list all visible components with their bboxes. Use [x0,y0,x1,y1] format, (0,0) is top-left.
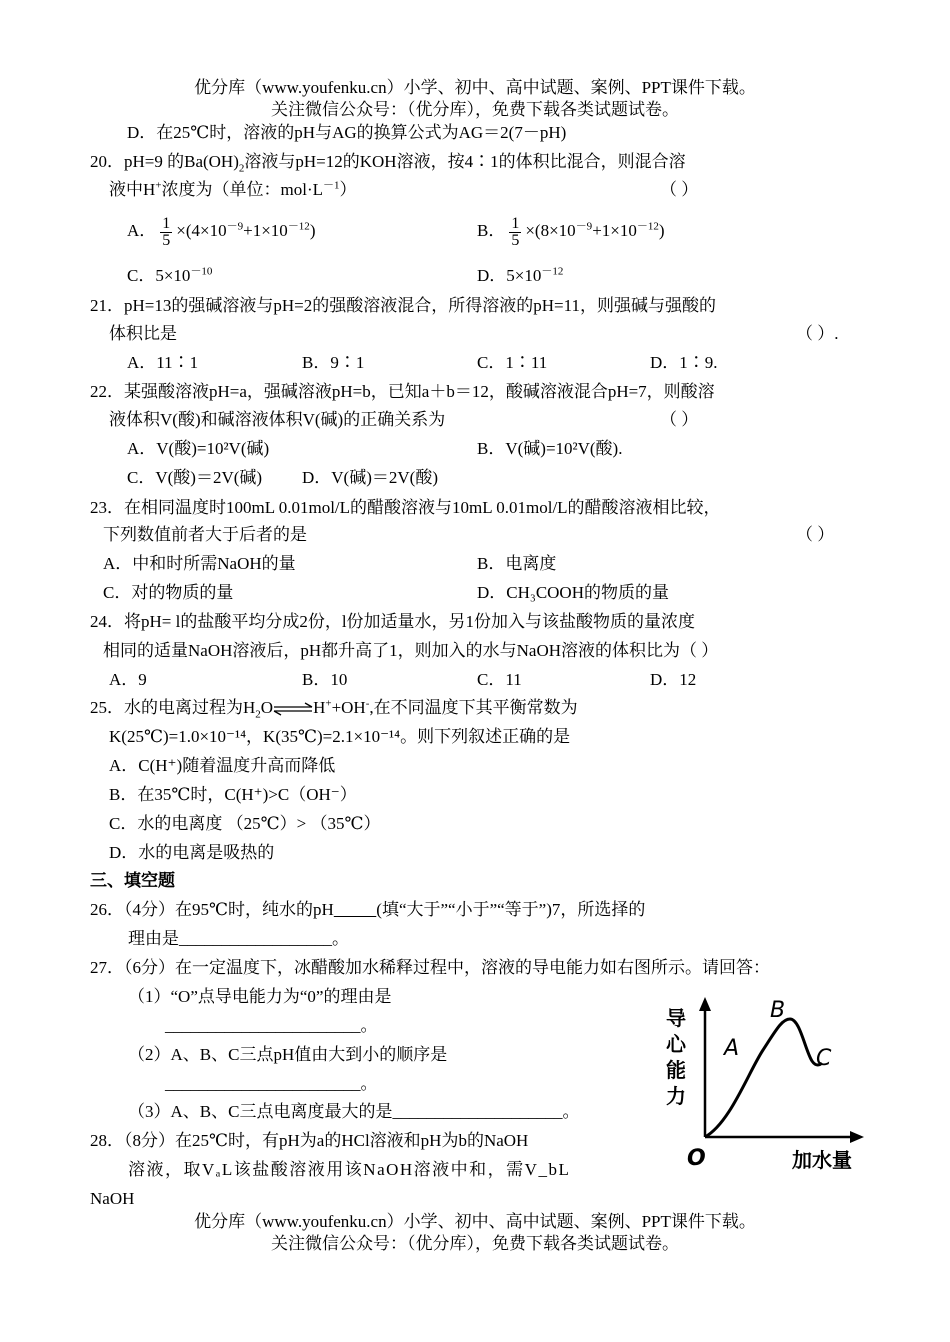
q24-line1: 24．将pH= l的盐酸平均分成2份，l份加适量水，另1份加入与该盐酸物质的量浓度 [90,612,696,631]
q24-option-d: D．12 [650,670,697,689]
q20-option-d: D．$5\times 10^{-12}$ [477,265,564,285]
y-axis-label-2: 心 [666,1032,686,1056]
q24-option-c: C．11 [477,670,522,689]
q21-option-d: D．1∶9. [650,353,718,372]
footer-line1: 优分库（www.youfenku.cn）小学、初中、高中试题、案例、PPT课件下载。 [194,1212,756,1231]
q20-line1: 20．pH=9 的$Ba(OH)_2$溶液与pH=12的KOH溶液，按4∶1的体积比混合，则混合溶 [90,152,686,175]
q27-sub2: （2）A、B、C三点pH值由大到小的顺序是 [128,1045,448,1064]
q22-line2: 液体积V(酸)和碱溶液体积V(碱)的正确关系为 [109,410,446,429]
footer-line2: 关注微信公众号：（优分库），免费下载各类试题试卷。 [271,1234,679,1253]
y-axis-arrow-icon [699,997,711,1011]
q26-line2: 理由是__________________。 [128,929,349,948]
q28-line2: 溶液，取VₐL该盐酸溶液用该NaOH溶液中和，需V_bL [128,1160,571,1179]
point-b-label: B [770,998,786,1023]
x-axis-arrow-icon [850,1131,864,1143]
q20-option-a: A． $\frac{1}{5}$ $\times(4\times 10^{-9}+1\times 10^{-12})$ [127,214,316,249]
q22-line1: 22．某强酸溶液pH=a，强碱溶液pH=b，已知a＋b＝12，酸碱溶液混合pH=7，则酸溶 [90,382,715,401]
q21-option-c: C．1∶11 [477,353,548,372]
y-axis-label-1: 导 [666,1006,686,1030]
y-axis-label-4: 力 [666,1084,686,1108]
q25-line1: 25．水的电离过程为$H_2O$ H++OH-,在不同温度下其平衡常数为 [90,697,578,721]
q27-line1: 27．（6分）在一定温度下，冰醋酸加水稀释过程中，溶液的导电能力如右图所示。请回答： [90,958,770,977]
q24-option-a: A．9 [109,670,147,689]
q25-option-c: C．水的电离度 （25℃）> （35℃） [109,814,381,833]
origin-label: O [687,1146,706,1171]
header-line1: 优分库（www.youfenku.cn）小学、初中、高中试题、案例、PPT课件下载。 [194,78,756,97]
header-line2: 关注微信公众号：（优分库），免费下载各类试题试卷。 [271,100,679,119]
point-c-label: C [816,1046,832,1071]
q26-line1: 26．（4分）在95℃时，纯水的pH (填“大于”“小于”“等于”)7，所选择的 [90,900,646,919]
q25-option-b: B．在35℃时，C(H⁺)>C（OH⁻） [109,785,357,804]
q20-answer-paren: （ ） [660,180,699,199]
q21-option-b: B．9∶1 [302,353,365,372]
q23-option-a: A．中和时所需NaOH的量 [103,554,296,573]
q23-option-d: D．CH₃COOH的物质的量 [477,583,669,602]
q20-option-c: C．$5\times 10^{-10}$ [127,265,213,285]
q22-option-b: B．V(碱)=10²V(酸). [477,439,623,458]
q25-line2: K(25℃)=1.0×10⁻¹⁴，K(35℃)=2.1×10⁻¹⁴。则下列叙述正确的是 [109,727,571,746]
q23-line2: 下列数值前者大于后者的是 [103,525,307,544]
q27-sub3: （3）A、B、C三点电离度最大的是____________________。 [128,1102,580,1121]
q24-option-b: B．10 [302,670,348,689]
q23-option-b: B．电离度 [477,554,557,573]
fraction: $\frac{1}{5}$ [162,214,171,249]
q22-option-a: A．V(酸)=10²V(碱) [127,439,270,458]
q25-option-d: D．水的电离是吸热的 [109,843,275,862]
q20-line2: 液中H+浓度为（单位：$mol\cdot L^{-1}$） [109,179,357,199]
q19-option-d: D．在25℃时，溶液的pH与AG的换算公式为AG＝2(7－pH) [127,123,567,142]
conductivity-curve [705,1019,822,1137]
q28-line3: NaOH [90,1189,135,1208]
equilibrium-arrow-icon [273,702,313,716]
q22-option-c: C．V(酸)＝2V(碱) [127,468,263,487]
q27-sub2-blank: _______________________。 [165,1074,378,1093]
q23-answer-paren: （ ） [796,525,835,544]
q23-line1: 23．在相同温度时100mL 0.01mol/L的醋酸溶液与10mL 0.01mol/L的醋酸溶液相比较， [90,498,721,517]
q27-sub1-blank: _______________________。 [165,1016,378,1035]
fraction: $\frac{1}{5}$ [511,214,520,249]
q22-option-d: D．V(碱)＝2V(酸) [302,468,438,487]
point-a-label: A [724,1036,740,1061]
x-axis-label: 加水量 [792,1148,852,1172]
q23-option-c: C．对的物质的量 [103,583,234,602]
q21-line2: 体积比是 [109,324,177,343]
q20-option-b: B． $\frac{1}{5}$ $\times(8\times 10^{-9}+1\times 10^{-12})$ [477,214,665,249]
q22-answer-paren: （ ） [660,410,699,429]
conductivity-figure [660,995,875,1175]
q21-option-a: A．11∶1 [127,353,199,372]
q21-answer-paren: （ ）. [796,324,839,343]
blank [334,900,377,919]
q25-option-a: A．C(H⁺)随着温度升高而降低 [109,756,336,775]
q24-line2: 相同的适量NaOH溶液后，pH都升高了1，则加入的水与NaOH溶液的体积比为（ ） [103,641,719,660]
q21-line1: 21．pH=13的强碱溶液与pH=2的强酸溶液混合，所得溶液的pH=11，则强碱与强酸的 [90,296,716,315]
q27-sub1: （1）“O”点导电能力为“0”的理由是 [128,987,392,1006]
y-axis-label-3: 能 [666,1058,686,1082]
section-title: 三、填空题 [90,871,175,890]
q28-line1: 28．（8分）在25℃时，有pH为a的HCl溶液和pH为b的NaOH [90,1131,529,1150]
